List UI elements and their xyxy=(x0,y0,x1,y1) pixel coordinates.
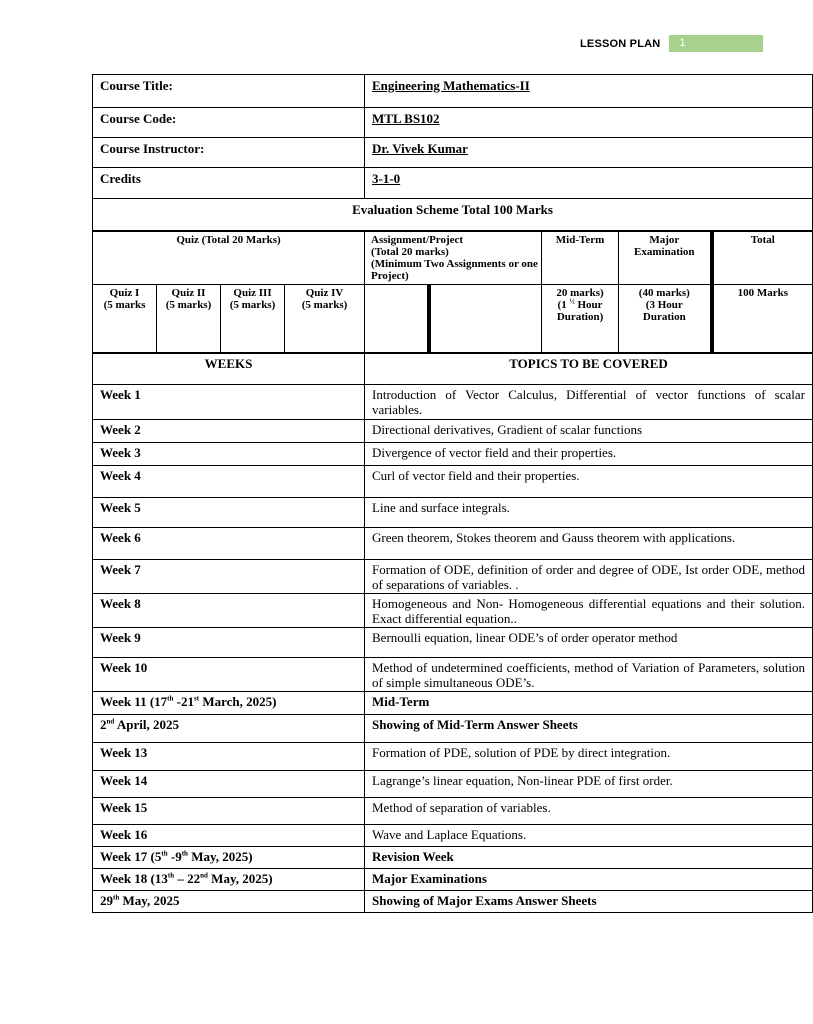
quiz-3-marks: (5 marks) xyxy=(229,299,276,311)
week-cell: Week 13 xyxy=(93,743,365,771)
quiz-2-cell xyxy=(157,285,221,353)
midterm-header: Mid-Term xyxy=(542,232,619,285)
week-18-post: May, 2025) xyxy=(207,871,273,886)
week-18-mid: – 22 xyxy=(174,871,201,886)
quiz-4-marks: (5 marks) xyxy=(301,299,348,311)
topic-cell: Wave and Laplace Equations. xyxy=(365,825,813,847)
midterm-marks-cell xyxy=(542,285,619,353)
week-cell: Week 8 xyxy=(93,594,365,628)
week-17-pre: Week 17 (5 xyxy=(100,849,162,864)
quiz-1-marks: (5 marks xyxy=(103,299,146,311)
assignment-header-line2: (Total 20 marks) xyxy=(371,246,449,258)
midterm-duration xyxy=(545,299,615,311)
topics-header: TOPICS TO BE COVERED xyxy=(365,354,813,385)
total-marks: 100 Marks xyxy=(712,285,813,353)
week-cell: Week 7 xyxy=(93,560,365,594)
quiz-3-name: Quiz III xyxy=(233,287,272,299)
course-title-row xyxy=(93,75,813,108)
table-row xyxy=(93,869,813,891)
credits-label: Credits xyxy=(93,168,365,199)
week-17-sup1: th xyxy=(161,849,168,858)
week-11-sup1: th xyxy=(167,694,174,703)
week-cell: Week 15 xyxy=(93,798,365,825)
course-title-value: Engineering Mathematics-II xyxy=(365,75,813,108)
course-code-value: MTL BS102 xyxy=(365,108,813,138)
assignment-header-line3: (Minimum Two Assignments or one Project) xyxy=(371,258,538,282)
major-duration-2: Duration xyxy=(642,311,686,323)
table-row xyxy=(93,385,813,420)
topic-cell: Method of undetermined coefficients, method of Variation of Parameters, solution of simple simultaneous ODE’s. xyxy=(365,658,813,692)
week-cell xyxy=(93,715,365,743)
table-row xyxy=(93,443,813,466)
week-cell: Week 14 xyxy=(93,771,365,798)
evaluation-title-row xyxy=(93,199,813,231)
course-code-row xyxy=(93,108,813,138)
header-label: LESSON PLAN xyxy=(580,37,661,50)
schedule-header-row xyxy=(93,354,813,385)
quiz-2-marks: (5 marks) xyxy=(165,299,212,311)
week-17-post: May, 2025) xyxy=(187,849,253,864)
midterm-duration-post: Hour xyxy=(574,299,603,311)
topic-cell: Formation of PDE, solution of PDE by direct integration. xyxy=(365,743,813,771)
table-row xyxy=(93,825,813,847)
midterm-duration-2: Duration) xyxy=(556,311,604,323)
table-row xyxy=(93,743,813,771)
lesson-plan-document xyxy=(92,74,805,912)
week-cell: Week 6 xyxy=(93,528,365,560)
topic-cell: Bernoulli equation, linear ODE’s of order operator method xyxy=(365,628,813,658)
course-code-label: Course Code: xyxy=(93,108,365,138)
table-row xyxy=(93,498,813,528)
table-row xyxy=(93,420,813,443)
midterm-duration-sup: ½ xyxy=(569,297,575,306)
quiz-1-name: Quiz I xyxy=(109,287,140,299)
topic-cell: Revision Week xyxy=(365,847,813,869)
table-row xyxy=(93,891,813,913)
quiz-4-name: Quiz IV xyxy=(305,287,344,299)
week-cell xyxy=(93,891,365,913)
assignment-marks-cell-2 xyxy=(429,285,542,353)
topic-cell: Showing of Major Exams Answer Sheets xyxy=(365,891,813,913)
week-cell: Week 9 xyxy=(93,628,365,658)
topic-cell: Introduction of Vector Calculus, Differential of vector functions of scalar variables. xyxy=(365,385,813,420)
table-row xyxy=(93,798,813,825)
credits-value: 3-1-0 xyxy=(365,168,813,199)
table-row xyxy=(93,560,813,594)
assignment-header-line1: Assignment/Project xyxy=(371,234,464,246)
topic-cell: Curl of vector field and their properties. xyxy=(365,466,813,498)
topic-cell: Directional derivatives, Gradient of scalar functions xyxy=(365,420,813,443)
assignment-marks-cell-1 xyxy=(365,285,429,353)
total-header: Total xyxy=(712,232,813,285)
week-cell xyxy=(93,869,365,891)
quiz-4-cell xyxy=(285,285,365,353)
week-18-sup2: nd xyxy=(200,871,208,880)
april-post: April, 2025 xyxy=(114,717,179,732)
table-row xyxy=(93,658,813,692)
topic-cell: Showing of Mid-Term Answer Sheets xyxy=(365,715,813,743)
week-cell: Week 5 xyxy=(93,498,365,528)
evaluation-table xyxy=(92,231,813,353)
week-11-mid: -21 xyxy=(173,694,194,709)
topic-cell: Method of separation of variables. xyxy=(365,798,813,825)
course-instructor-value: Dr. Vivek Kumar xyxy=(365,138,813,168)
major-duration-1: (3 Hour xyxy=(645,299,683,311)
table-row xyxy=(93,692,813,715)
may-post: May, 2025 xyxy=(119,893,180,908)
table-row xyxy=(93,528,813,560)
week-11-sup2: st xyxy=(194,694,200,703)
topic-cell: Major Examinations xyxy=(365,869,813,891)
week-11-pre: Week 11 (17 xyxy=(100,694,168,709)
table-row xyxy=(93,628,813,658)
midterm-marks: 20 marks) xyxy=(556,287,604,299)
page-number: 1 xyxy=(669,35,763,52)
topic-cell: Green theorem, Stokes theorem and Gauss theorem with applications. xyxy=(365,528,813,560)
course-instructor-row xyxy=(93,138,813,168)
topic-cell: Lagrange’s linear equation, Non-linear PDE of first order. xyxy=(365,771,813,798)
april-sup: nd xyxy=(106,717,115,726)
course-info-table xyxy=(92,74,813,231)
major-header-line2: Examination xyxy=(634,246,695,258)
topic-cell: Mid-Term xyxy=(365,692,813,715)
credits-row xyxy=(93,168,813,199)
page-header xyxy=(580,35,763,52)
assignment-header xyxy=(365,232,542,285)
midterm-duration-pre: (1 xyxy=(557,299,570,311)
week-cell: Week 3 xyxy=(93,443,365,466)
april-pre: 2 xyxy=(100,717,107,732)
week-18-pre: Week 18 (13 xyxy=(100,871,168,886)
evaluation-marks-row xyxy=(93,285,813,353)
major-exam-header xyxy=(619,232,712,285)
may-sup: th xyxy=(113,893,120,902)
topic-cell: Line and surface integrals. xyxy=(365,498,813,528)
week-17-mid: -9 xyxy=(167,849,182,864)
evaluation-title: Evaluation Scheme Total 100 Marks xyxy=(93,199,813,231)
table-row xyxy=(93,771,813,798)
table-row xyxy=(93,847,813,869)
week-cell: Week 10 xyxy=(93,658,365,692)
major-header-line1: Major xyxy=(649,234,680,246)
quiz-1-cell xyxy=(93,285,157,353)
quiz-header: Quiz (Total 20 Marks) xyxy=(93,232,365,285)
week-cell xyxy=(93,692,365,715)
week-cell xyxy=(93,847,365,869)
topic-cell: Divergence of vector field and their properties. xyxy=(365,443,813,466)
topic-cell: Formation of ODE, definition of order and degree of ODE, Ist order ODE, method of separations of variables. . xyxy=(365,560,813,594)
table-row xyxy=(93,715,813,743)
course-title-label: Course Title: xyxy=(93,75,365,108)
week-11-post: March, 2025) xyxy=(199,694,277,709)
weeks-header: WEEKS xyxy=(93,354,365,385)
week-cell: Week 1 xyxy=(93,385,365,420)
week-cell: Week 2 xyxy=(93,420,365,443)
week-cell: Week 4 xyxy=(93,466,365,498)
week-cell: Week 16 xyxy=(93,825,365,847)
course-instructor-label: Course Instructor: xyxy=(93,138,365,168)
table-row xyxy=(93,466,813,498)
quiz-3-cell xyxy=(221,285,285,353)
quiz-2-name: Quiz II xyxy=(171,287,206,299)
topic-cell: Homogeneous and Non- Homogeneous differential equations and their solution. Exact differential equation.. xyxy=(365,594,813,628)
evaluation-header-row xyxy=(93,232,813,285)
major-marks-cell xyxy=(619,285,712,353)
week-18-sup1: th xyxy=(167,871,175,880)
major-marks: (40 marks) xyxy=(638,287,690,299)
may-pre: 29 xyxy=(100,893,113,908)
schedule-table xyxy=(92,353,813,913)
week-17-sup2: th xyxy=(181,849,188,858)
table-row xyxy=(93,594,813,628)
